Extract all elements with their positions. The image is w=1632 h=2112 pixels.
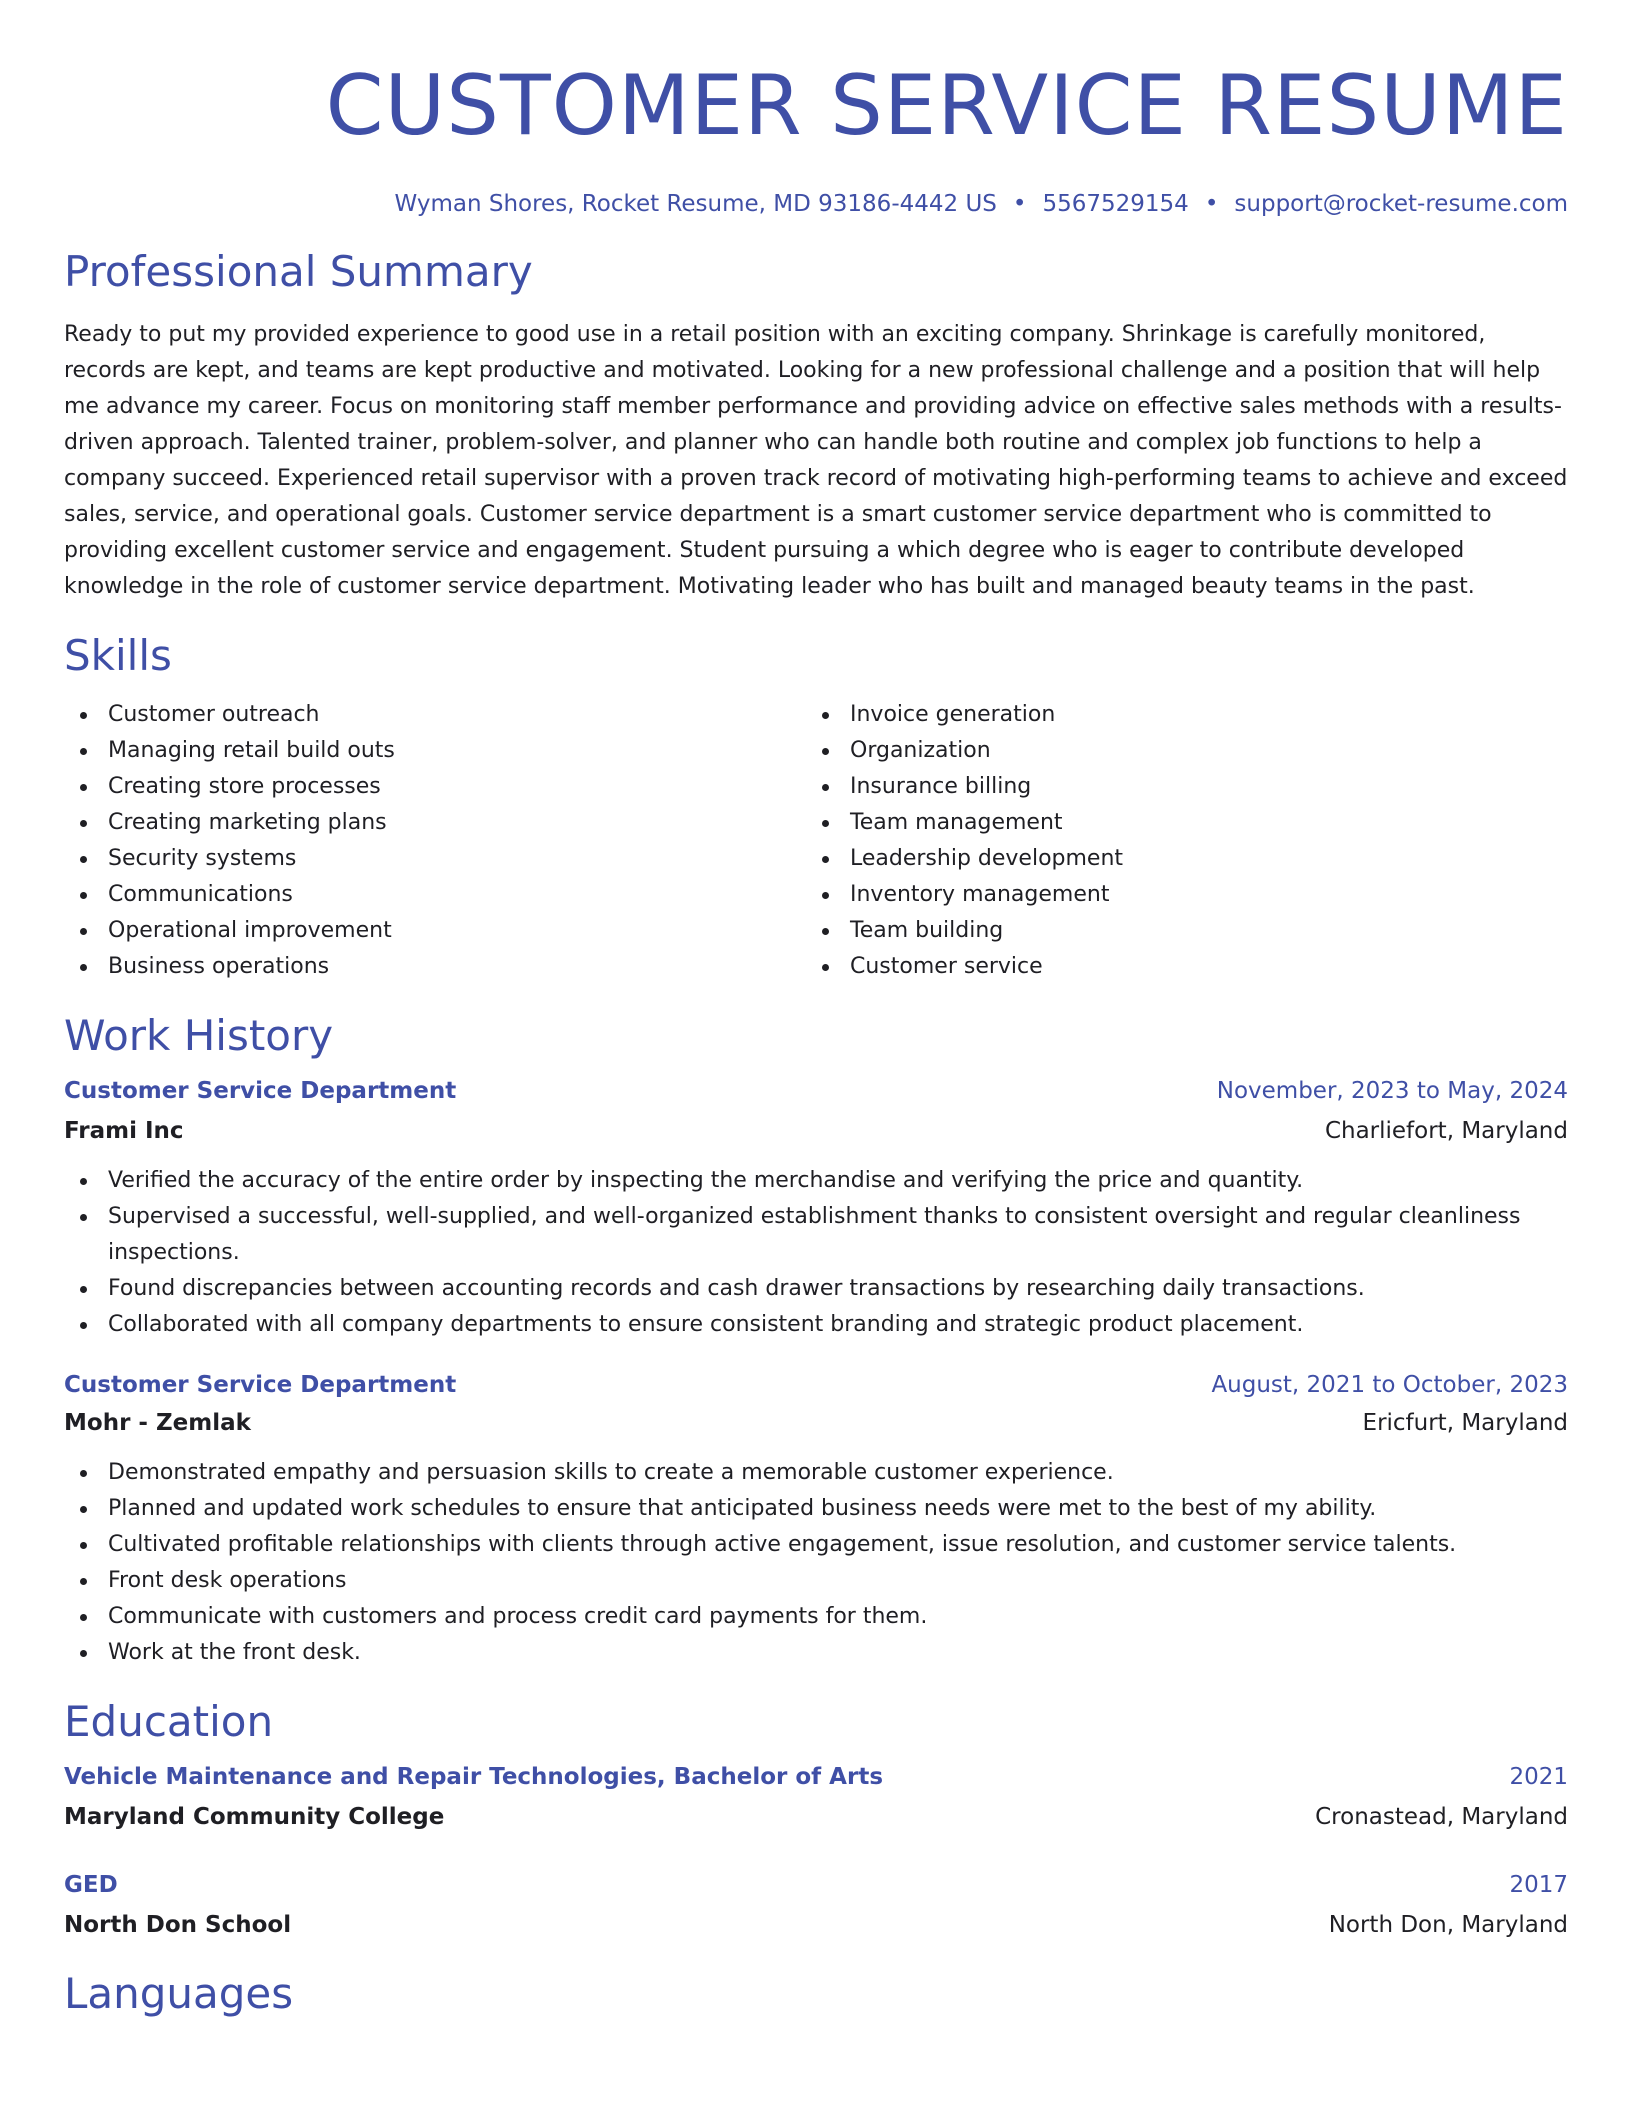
contact-line (64, 189, 1568, 219)
languages-heading: Languages (64, 1969, 294, 2018)
skill-item: Communications (64, 877, 806, 913)
contact-phone: 5567529154 (1042, 191, 1189, 217)
work-history-heading: Work History (64, 1011, 334, 1060)
education-year: 2017 (1509, 1872, 1568, 1898)
skill-item: Invoice generation (806, 697, 1548, 733)
skill-item: Insurance billing (806, 769, 1548, 805)
skill-item: Security systems (64, 841, 806, 877)
skill-item: Customer outreach (64, 697, 806, 733)
job-duty: Found discrepancies between accounting records and cash drawer transactions by researching daily transactions. (64, 1271, 1568, 1307)
skills-column-right (806, 697, 1548, 985)
skill-item: Business operations (64, 949, 806, 985)
job-duty: Communicate with customers and process credit card payments for them. (64, 1599, 1568, 1635)
job-employer: Frami Inc (64, 1118, 184, 1144)
job-employer: Mohr - Zemlak (64, 1410, 251, 1436)
education-entry (64, 1759, 1568, 1835)
job-entry (64, 1367, 1568, 1671)
job-title: Customer Service Department (64, 1372, 457, 1398)
education-school: North Don School (64, 1912, 292, 1938)
skill-item: Creating store processes (64, 769, 806, 805)
job-dates: August, 2021 to October, 2023 (1211, 1372, 1568, 1398)
job-duty: Work at the front desk. (64, 1635, 1568, 1671)
education-degree: Vehicle Maintenance and Repair Technologies, Bachelor of Arts (64, 1764, 884, 1790)
job-duty: Verified the accuracy of the entire order by inspecting the merchandise and verifying the price and quantity. (64, 1163, 1568, 1199)
job-entry (64, 1073, 1568, 1343)
contact-separator: • (1204, 191, 1219, 217)
job-duties (64, 1455, 1568, 1671)
skills-column-left (64, 697, 806, 985)
job-duties (64, 1163, 1568, 1343)
education-entry (64, 1867, 1568, 1943)
education-location: Cronastead, Maryland (1315, 1804, 1568, 1830)
skill-item: Managing retail build outs (64, 733, 806, 769)
contact-address: Wyman Shores, Rocket Resume, MD 93186-4442 US (394, 191, 997, 217)
education-location: North Don, Maryland (1328, 1912, 1568, 1938)
skill-item: Team management (806, 805, 1548, 841)
job-duty: Demonstrated empathy and persuasion skills to create a memorable customer experience. (64, 1455, 1568, 1491)
skill-item: Inventory management (806, 877, 1548, 913)
resume-title: CUSTOMER SERVICE RESUME (325, 57, 1568, 154)
summary-heading: Professional Summary (64, 247, 533, 296)
skill-item: Leadership development (806, 841, 1548, 877)
education-degree: GED (64, 1872, 118, 1898)
summary-text: Ready to put my provided experience to good use in a retail position with an exciting company. Shrinkage is carefully monitored, records are kept, and teams are kept productive and motivated. Looking for a new professional challenge and a position that will help me advance my career. Focus on monitoring staff member performance and providing advice on effective sales methods with a results-driven approach. Talented trainer, problem-solver, and planner who can handle both routine and complex job functions to help a company succeed. Experienced retail supervisor with a proven track record of motivating high-performing teams to achieve and exceed sales, service, and operational goals. Customer service department is a smart customer service department who is committed to providing excellent customer service and engagement. Student pursuing a which degree who is eager to contribute developed knowledge in the role of customer service department. Motivating leader who has built and managed beauty teams in the past. (64, 322, 1568, 599)
education-year: 2021 (1509, 1764, 1568, 1790)
skill-item: Customer service (806, 949, 1548, 985)
skills-heading: Skills (64, 631, 172, 680)
job-dates: November, 2023 to May, 2024 (1216, 1078, 1568, 1104)
contact-email[interactable]: support@rocket-resume.com (1234, 191, 1568, 217)
skill-item: Operational improvement (64, 913, 806, 949)
education-heading: Education (64, 1697, 274, 1746)
skill-item: Creating marketing plans (64, 805, 806, 841)
job-duty: Collaborated with all company departments to ensure consistent branding and strategic product placement. (64, 1307, 1568, 1343)
job-location: Charliefort, Maryland (1324, 1118, 1568, 1144)
contact-separator: • (1012, 191, 1027, 217)
job-duty: Front desk operations (64, 1563, 1568, 1599)
education-school: Maryland Community College (64, 1804, 445, 1830)
skill-item: Organization (806, 733, 1548, 769)
skills-list (64, 697, 1568, 985)
job-duty: Supervised a successful, well-supplied, and well-organized establishment thanks to consistent oversight and regular cleanliness inspections. (64, 1199, 1568, 1271)
job-title: Customer Service Department (64, 1078, 457, 1104)
job-location: Ericfurt, Maryland (1362, 1410, 1568, 1436)
job-duty: Planned and updated work schedules to ensure that anticipated business needs were met to the best of my ability. (64, 1491, 1568, 1527)
job-duty: Cultivated profitable relationships with clients through active engagement, issue resolution, and customer service talents. (64, 1527, 1568, 1563)
skill-item: Team building (806, 913, 1548, 949)
